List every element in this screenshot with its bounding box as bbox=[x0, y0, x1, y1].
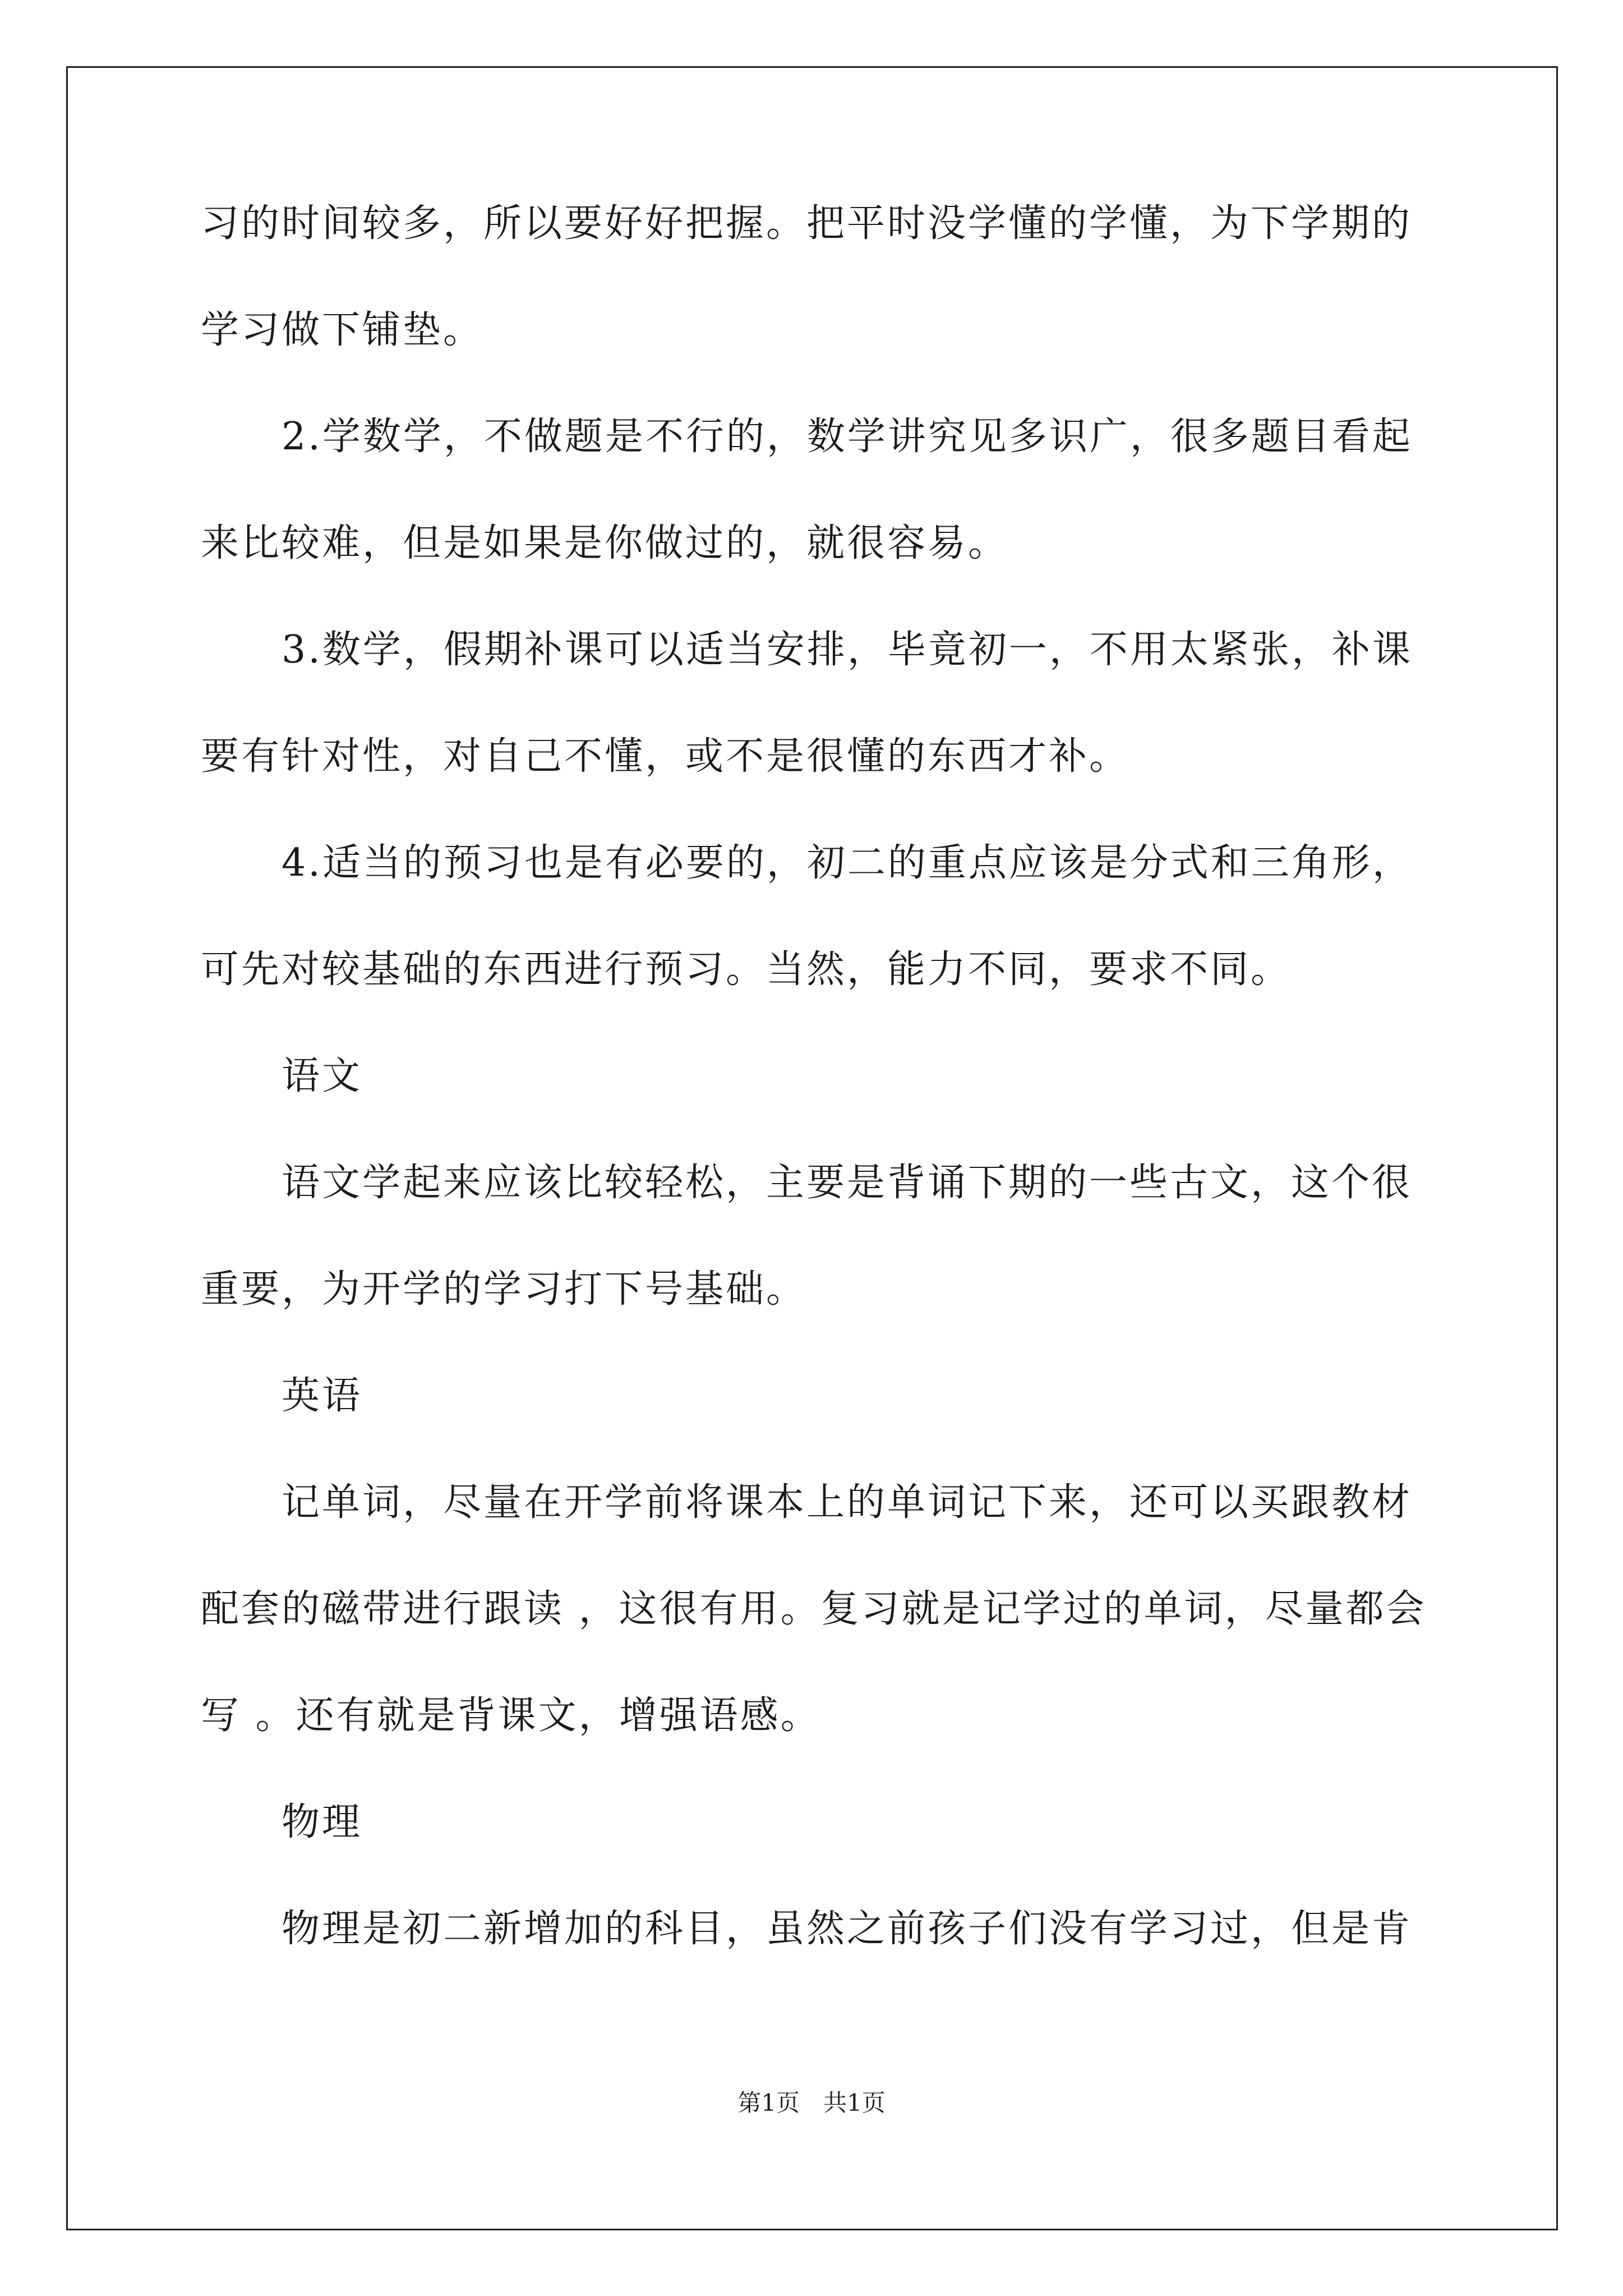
text-line: 配套的磁带进行跟读 ，这很有用。复习就是记学过的单词，尽量都会 bbox=[201, 1587, 1427, 1631]
text-line: 可先对较基础的东西进行预习。当然，能力不同，要求不同。 bbox=[201, 947, 1292, 992]
list-item: 2.学数学，不做题是不行的，数学讲究见多识广，很多题目看起 bbox=[282, 415, 1413, 459]
section-heading-chinese: 语文 bbox=[282, 1054, 363, 1098]
paragraph-start: 语文学起来应该比较轻松，主要是背诵下期的一些古文，这个很 bbox=[282, 1161, 1413, 1205]
text-line: 要有针对性，对自己不懂，或不是很懂的东西才补。 bbox=[201, 734, 1130, 779]
page-number-footer: 第1页 共1页 bbox=[737, 2089, 886, 2116]
text-line: 习的时间较多，所以要好好把握。把平时没学懂的学懂，为下学期的 bbox=[201, 201, 1413, 246]
text-line: 来比较难，但是如果是你做过的，就很容易。 bbox=[201, 521, 1009, 565]
document-body bbox=[201, 201, 1427, 2014]
text-line: 写 。还有就是背课文，增强语感。 bbox=[201, 1694, 821, 1738]
paragraph-start: 物理是初二新增加的科目，虽然之前孩子们没有学习过，但是肯 bbox=[282, 1907, 1413, 1951]
list-item: 4.适当的预习也是有必要的，初二的重点应该是分式和三角形， bbox=[282, 841, 1413, 885]
text-line: 学习做下铺垫。 bbox=[201, 308, 484, 352]
paragraph-start: 记单词，尽量在开学前将课本上的单词记下来，还可以买跟教材 bbox=[282, 1480, 1413, 1525]
section-heading-english: 英语 bbox=[282, 1374, 363, 1418]
text-line: 重要，为开学的学习打下号基础。 bbox=[201, 1267, 807, 1312]
section-heading-physics: 物理 bbox=[282, 1800, 363, 1844]
list-item: 3.数学，假期补课可以适当安排，毕竟初一，不用太紧张，补课 bbox=[282, 628, 1413, 672]
